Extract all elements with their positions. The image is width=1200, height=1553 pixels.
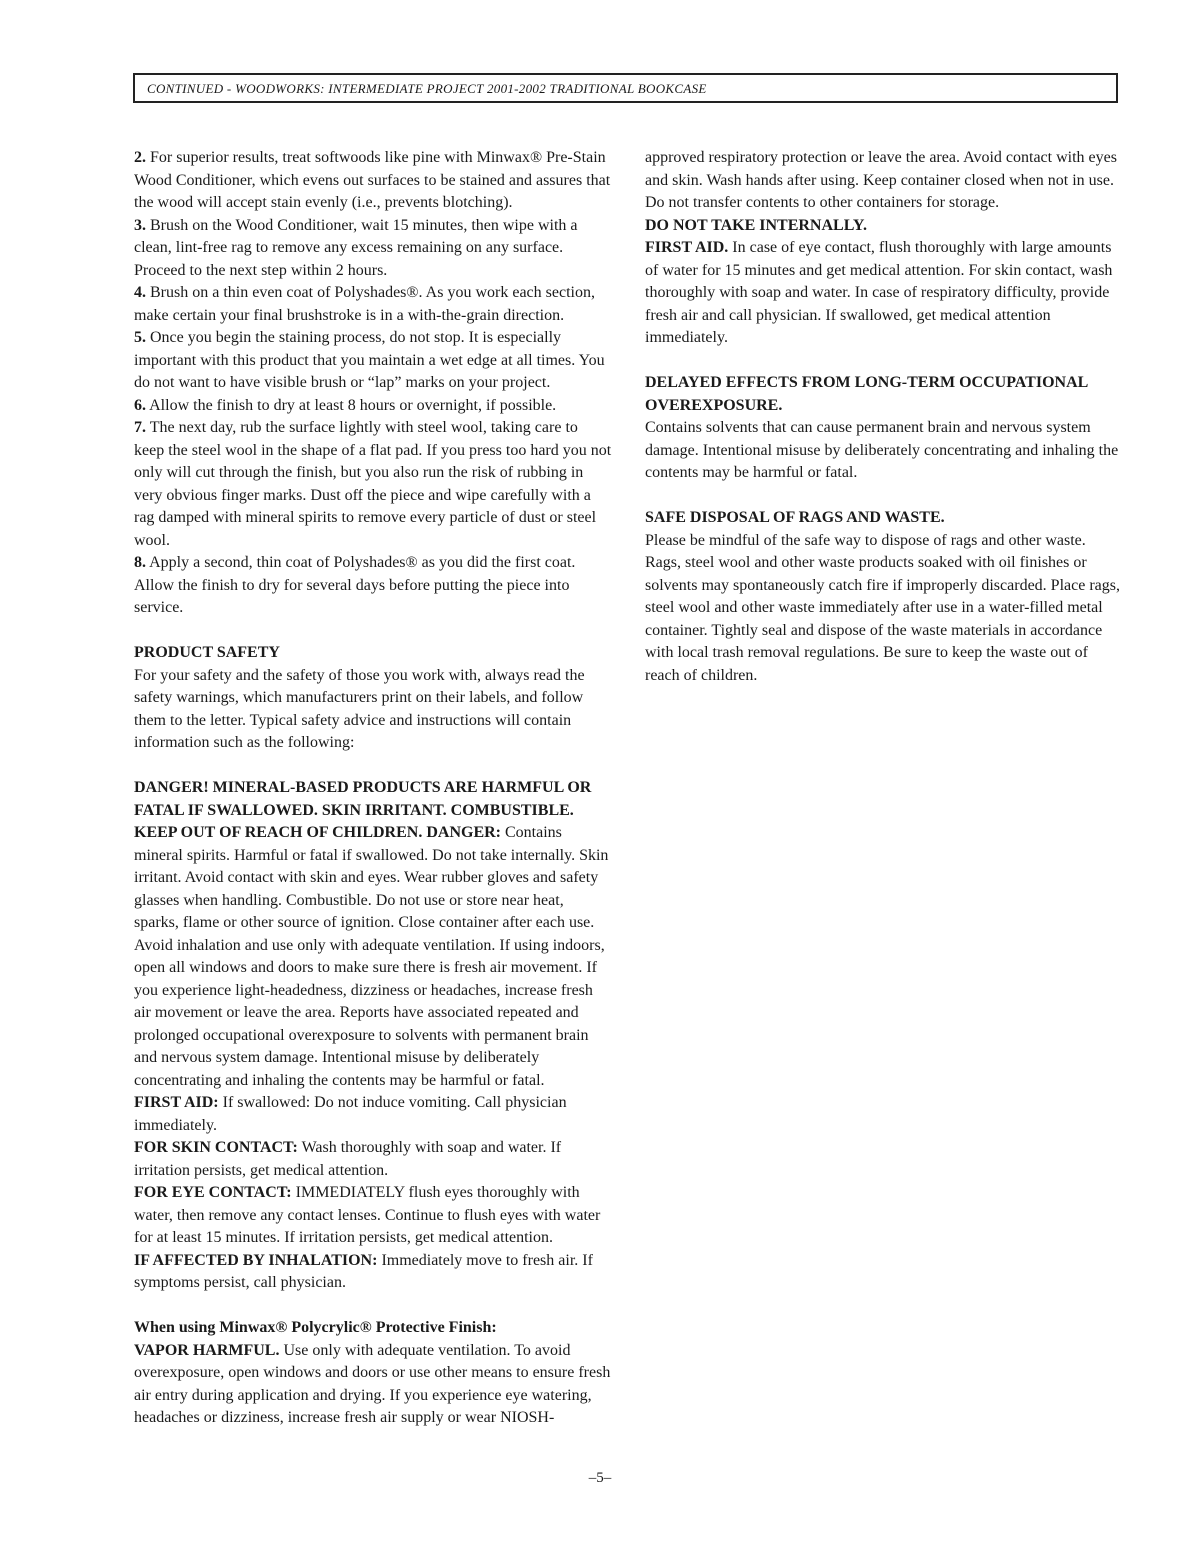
heading-text: When using Minwax® Polycrylic® Protective Finish: — [134, 1319, 497, 1336]
eye-bold: FOR EYE CONTACT: — [134, 1184, 292, 1201]
danger-bold: DANGER! MINERAL-BASED PRODUCTS ARE HARMFUL OR FATAL IF SWALLOWED. SKIN IRRITANT. COMBUSTIBLE. KEEP OUT OF REACH OF CHILDREN. DANGER: — [134, 779, 592, 841]
step-text: Allow the finish to dry at least 8 hours or overnight, if possible. — [149, 396, 557, 414]
step-text: For superior results, treat softwoods like pine with Minwax® Pre-Stain Wood Conditioner, which evens out surfaces to be stained and assures that the wood will accept stain evenly (i.e., prevents blotching). — [134, 149, 611, 211]
step-6 — [134, 395, 612, 418]
step-text: Once you begin the staining process, do not stop. It is especially important with this product that you maintain a wet edge at all times. You do not want to have visible brush or “lap” marks on your project. — [134, 329, 605, 391]
step-text: The next day, rub the surface lightly with steel wool, taking care to keep the steel wool in the shape of a flat pad. If you press too hard you not only will cut through the finish, but you also run the risk of rubbing in very obvious finger marks. Dust off the piece and wipe carefully with a rag damped with mineral spirits to remove every particle of dust or steel wool. — [134, 419, 612, 549]
no-internal-warning — [645, 215, 1123, 238]
delayed-effects-text: Contains solvents that can cause permanent brain and nervous system damage. Intentional misuse by deliberately concentrating and inhaling the contents may be harmful or fatal. — [645, 419, 1119, 481]
first-aid — [134, 1092, 612, 1137]
step-number: 7. — [134, 419, 146, 436]
right-column — [645, 147, 1123, 687]
step-text: Brush on a thin even coat of Polyshades®. As you work each section, make certain your final brushstroke is in a with-the-grain direction. — [134, 284, 595, 324]
danger-text: Contains mineral spirits. Harmful or fatal if swallowed. Do not take internally. Skin irritant. Avoid contact with skin and eyes. Wear rubber gloves and safety glasses when handling. Combustible. Do not use or store near heat, sparks, flame or other source of ignition. Close container after each use. Avoid inhalation and use only with adequate ventilation. If using indoors, open all windows and doors to make sure there is fresh air movement. If you experience light-headedness, dizziness or headaches, increase fresh air movement or leave the area. Reports have associated repeated and prolonged occupational overexposure to solvents with permanent brain and nervous system damage. Intentional misuse by deliberately concentrating and inhaling the contents may be harmful or fatal. — [134, 824, 609, 1089]
eye-text: IMMEDIATELY flush eyes thoroughly with water, then remove any contact lenses. Continue to flush eyes with water for at least 15 minutes. If irritation persists, get medical attention. — [134, 1184, 601, 1246]
step-text: Apply a second, thin coat of Polyshades® as you did the first coat. Allow the finish to dry for several days before putting the piece into service. — [134, 554, 576, 616]
step-8 — [134, 552, 612, 620]
continued-text: approved respiratory protection or leave the area. Avoid contact with eyes and skin. Wash hands after using. Keep container closed when not in use. Do not transfer contents to other containers for storage. — [645, 149, 1117, 211]
section-heading-product-safety — [134, 642, 612, 665]
disposal-text: Please be mindful of the safe way to dispose of rags and other waste. Rags, steel wool and other waste products soaked with oil finishes or solvents may spontaneously catch fire if improperly discarded. Place rags, steel wool and other waste immediately after use in a water-filled metal container. Tightly seal and dispose of the waste materials in accordance with local trash removal regulations. Be sure to keep the waste out of reach of children. — [645, 531, 1120, 684]
heading-text: PRODUCT SAFETY — [134, 644, 280, 661]
heading-text: SAFE DISPOSAL OF RAGS AND WASTE. — [645, 509, 945, 526]
step-number: 6. — [134, 396, 146, 414]
inhal-text: Immediately move to fresh air. If symptoms persist, call physician. — [134, 1251, 593, 1291]
skin-text: Wash thoroughly with soap and water. If irritation persists, get medical attention. — [134, 1139, 562, 1179]
step-number: 5. — [134, 329, 146, 346]
vapor-text: Use only with adequate ventilation. To avoid overexposure, open windows and doors or use other means to ensure fresh air entry during application and drying. If you experience eye watering, headaches or dizziness, increase fresh air supply or wear NIOSH- — [134, 1341, 611, 1426]
vapor-warning — [134, 1340, 612, 1430]
step-text: Brush on the Wood Conditioner, wait 15 minutes, then wipe with a clean, lint-free rag to remove any excess remaining on any surface. Proceed to the next step within 2 hours. — [134, 216, 578, 279]
vapor-bold: VAPOR HARMFUL. — [134, 1341, 280, 1359]
heading-text: DO NOT TAKE INTERNALLY. — [645, 216, 867, 234]
disposal-heading — [645, 507, 1123, 530]
first-aid-bold: FIRST AID. — [645, 239, 729, 256]
running-header — [133, 73, 1118, 103]
inhal-bold: IF AFFECTED BY INHALATION: — [134, 1251, 378, 1269]
delayed-effects-heading — [645, 372, 1123, 417]
header-text: CONTINUED - WOODWORKS: INTERMEDIATE PROJECT 2001-2002 TRADITIONAL BOOKCASE — [147, 81, 707, 96]
step-number: 2. — [134, 149, 146, 166]
skin-bold: FOR SKIN CONTACT: — [134, 1139, 298, 1156]
eye-contact — [134, 1182, 612, 1250]
step-2 — [134, 147, 612, 215]
first-aid-text: In case of eye contact, flush thoroughly with large amounts of water for 15 minutes and get medical attention. For skin contact, wash thoroughly with soap and water. In case of respiratory difficulty, provide fresh air and call physician. If swallowed, get medical attention immediately. — [645, 239, 1113, 346]
product-safety-text: For your safety and the safety of those you work with, always read the safety warnings, which manufacturers print on their labels, and follow them to the letter. Typical safety advice and instructions will contain information such as the following: — [134, 666, 585, 751]
inhalation — [134, 1250, 612, 1295]
left-column — [134, 147, 612, 1430]
first-aid-text: If swallowed: Do not induce vomiting. Call physician immediately. — [134, 1094, 567, 1134]
skin-contact — [134, 1137, 612, 1182]
first-aid-right — [645, 237, 1123, 350]
step-number: 8. — [134, 554, 146, 571]
polycrylic-heading — [134, 1317, 612, 1340]
step-number: 4. — [134, 284, 146, 301]
first-aid-bold: FIRST AID: — [134, 1094, 219, 1111]
step-4 — [134, 282, 612, 327]
step-7 — [134, 417, 612, 552]
step-5 — [134, 327, 612, 395]
step-number: 3. — [134, 216, 146, 234]
page-number: –5– — [588, 1470, 612, 1486]
heading-text: DELAYED EFFECTS FROM LONG-TERM OCCUPATIONAL OVEREXPOSURE. — [645, 374, 1088, 414]
step-3 — [134, 215, 612, 283]
danger-warning — [134, 777, 612, 1092]
